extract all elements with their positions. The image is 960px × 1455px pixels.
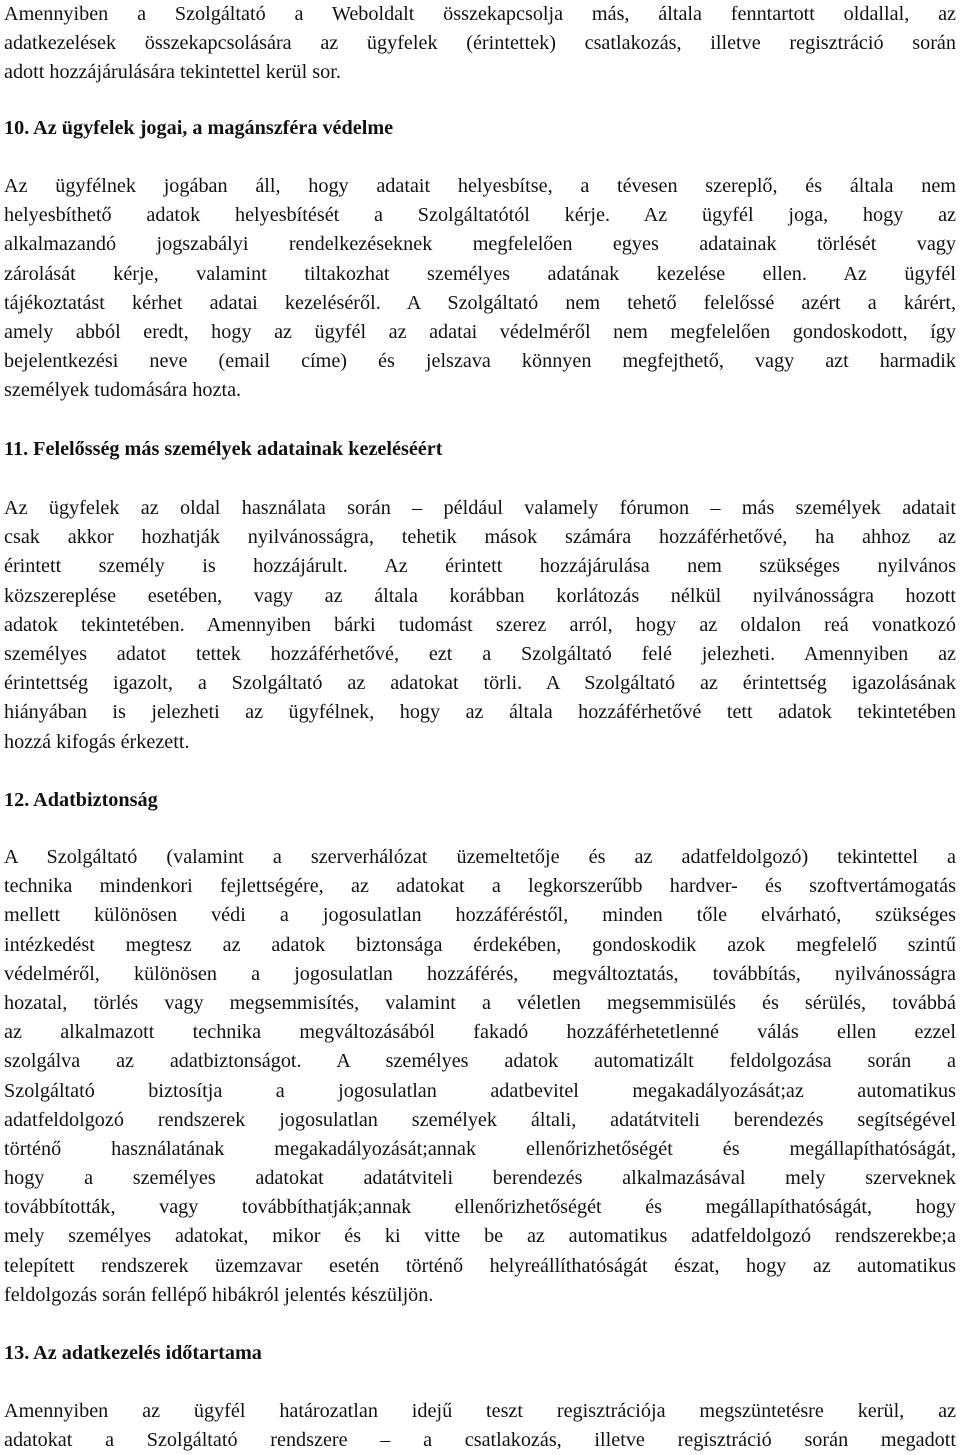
paragraph-line: helyesbíthető adatok helyesbítését a Szolgáltatótól kérje. Az ügyfél joga, hogy az [4,204,956,227]
paragraph-line: mellett különösen védi a jogosulatlan hozzáféréstől, minden tőle elvárható, szükséges [4,904,956,927]
paragraph-line: történő használatának megakadályozását;annak ellenőrizhetőségét és megállapíthatóságát, [4,1137,956,1160]
paragraph-line: személyes adatot tettek hozzáférhetővé, ezt a Szolgáltató felé jelezheti. Amennyiben az [4,642,956,665]
paragraph-line: bejelentkezési neve (email címe) és jelszava könnyen megfejthető, vagy azt harmadik [4,350,956,373]
section-heading-11 [4,435,956,464]
paragraph-line: Az ügyfélnek jogában áll, hogy adatait helyesbítse, a tévesen szereplő, és általa nem [4,175,956,197]
paragraph-line: adott hozzájárulására tekintettel kerül sor. [4,61,341,84]
paragraph-line: adatkezelések összekapcsolására az ügyfelek (érintettek) csatlakozás, illetve regisztráció során [4,32,956,55]
section-paragraph-13 [4,1397,956,1455]
paragraph-line: védelméről, különösen a jogosulatlan hozzáférés, megváltoztatás, továbbítás, nyilvánosságra [4,962,956,985]
paragraph-line: alkalmazandó jogszabályi rendelkezéseknek megfelelően egyes adatainak törlését vagy [4,233,956,256]
section-heading: 12. Adatbiztonság [4,789,158,811]
section-paragraph-11 [4,494,956,757]
paragraph-line: adatokat a Szolgáltató rendszere – a csatlakozás, illetve regisztráció során megadott [4,1429,956,1452]
paragraph-line: hiányában is jelezheti az ügyfélnek, hogy az általa hozzáférhetővé tett adatok tekintetében [4,701,956,724]
section-paragraph-12 [4,843,956,1310]
paragraph-line: érintett személy is hozzájárult. Az érintett hozzájárulása nem szükséges nyilvános [4,555,956,578]
paragraph-line: az alkalmazott technika megváltozásából fakadó hozzáférhetetlenné válás ellen ezzel [4,1021,956,1044]
paragraph-line: adatfeldolgozó rendszerek jogosulatlan személyek általi, adatátviteli berendezés segítségével [4,1108,956,1131]
paragraph-line: A Szolgáltató (valamint a szerverhálózat üzemeltetője és az adatfeldolgozó) tekintettel a [4,846,956,868]
paragraph-line: feldolgozás során fellépő hibákról jelentés készüljön. [4,1283,434,1306]
paragraph-line: érintettség igazolt, a Szolgáltató az adatokat törli. A Szolgáltató az érintettség igazolásának [4,672,956,695]
paragraph-line: hozzá kifogás érkezett. [4,730,190,753]
paragraph-line: mely személyes adatokat, mikor és ki vitte be az automatikus adatfeldolgozó rendszerekbe;a [4,1225,956,1248]
section-heading-12 [4,786,956,815]
paragraph-line: Az ügyfelek az oldal használata során – például valamely fórumon – más személyek adatait [4,497,956,519]
paragraph-line: hogy a személyes adatokat adatátviteli berendezés alkalmazásával mely szerveknek [4,1167,956,1190]
paragraph-line: amely abból eredt, hogy az ügyfél az adatai védelméről nem megfelelően gondoskodott, így [4,320,956,343]
paragraph-line: csak akkor hozhatják nyilvánosságra, tehetik mások számára hozzáférhetővé, ha ahhoz az [4,526,956,549]
section-heading-13 [4,1339,956,1368]
paragraph-line: telepített rendszerek üzemzavar esetén történő helyreállíthatóságát észat, hogy az automatikus [4,1254,956,1277]
paragraph-line: Szolgáltató biztosítja a jogosulatlan adatbevitel megakadályozását;az automatikus [4,1079,956,1102]
paragraph-line: Amennyiben az ügyfél határozatlan idejű teszt regisztrációja megszüntetésre kerül, az [4,1400,956,1422]
paragraph-line: intézkedést megtesz az adatok biztonsága érdekében, gondoskodik azok megfelelő szintű [4,933,956,956]
paragraph-line: személyek tudomására hozta. [4,379,242,402]
section-heading: 11. Felelősség más személyek adatainak kezeléséért [4,438,443,460]
section-heading: 10. Az ügyfelek jogai, a magánszféra védelme [4,117,394,139]
paragraph-line: tájékoztatást kérhet adatai kezeléséről. A Szolgáltató nem tehető felelőssé azért a kárért, [4,291,956,314]
paragraph-line: zárolását kérje, valamint tiltakozhat személyes adatának kezelése ellen. Az ügyfél [4,262,956,285]
section-heading-10 [4,114,956,143]
paragraph-line: adatok tekintetében. Amennyiben bárki tudomást szerez arról, hogy az oldalon reá vonatkozó [4,613,956,636]
paragraph-line: Amennyiben a Szolgáltató a Weboldalt összekapcsolja más, általa fenntartott oldallal, az [4,3,956,25]
paragraph-line: szolgálva az adatbiztonságot. A személyes adatok automatizált feldolgozása során a [4,1050,956,1073]
section-paragraph-10 [4,172,956,406]
paragraph-line: hozatal, törlés vagy megsemmisítés, valamint a véletlen megsemmisülés és sérülés, továbbá [4,991,956,1014]
section-heading: 13. Az adatkezelés időtartama [4,1342,262,1364]
paragraph-line: közszereplése esetében, vagy az általa korábban korlátozás nélkül nyilvánosságra hozott [4,584,956,607]
paragraph-line: továbbították, vagy továbbíthatják;annak ellenőrizhetőségét és megállapíthatóságát, hogy [4,1196,956,1219]
intro-paragraph [4,0,956,88]
paragraph-line: technika mindenkori fejlettségére, az adatokat a legkorszerűbb hardver- és szoftvertámogatás [4,875,956,898]
